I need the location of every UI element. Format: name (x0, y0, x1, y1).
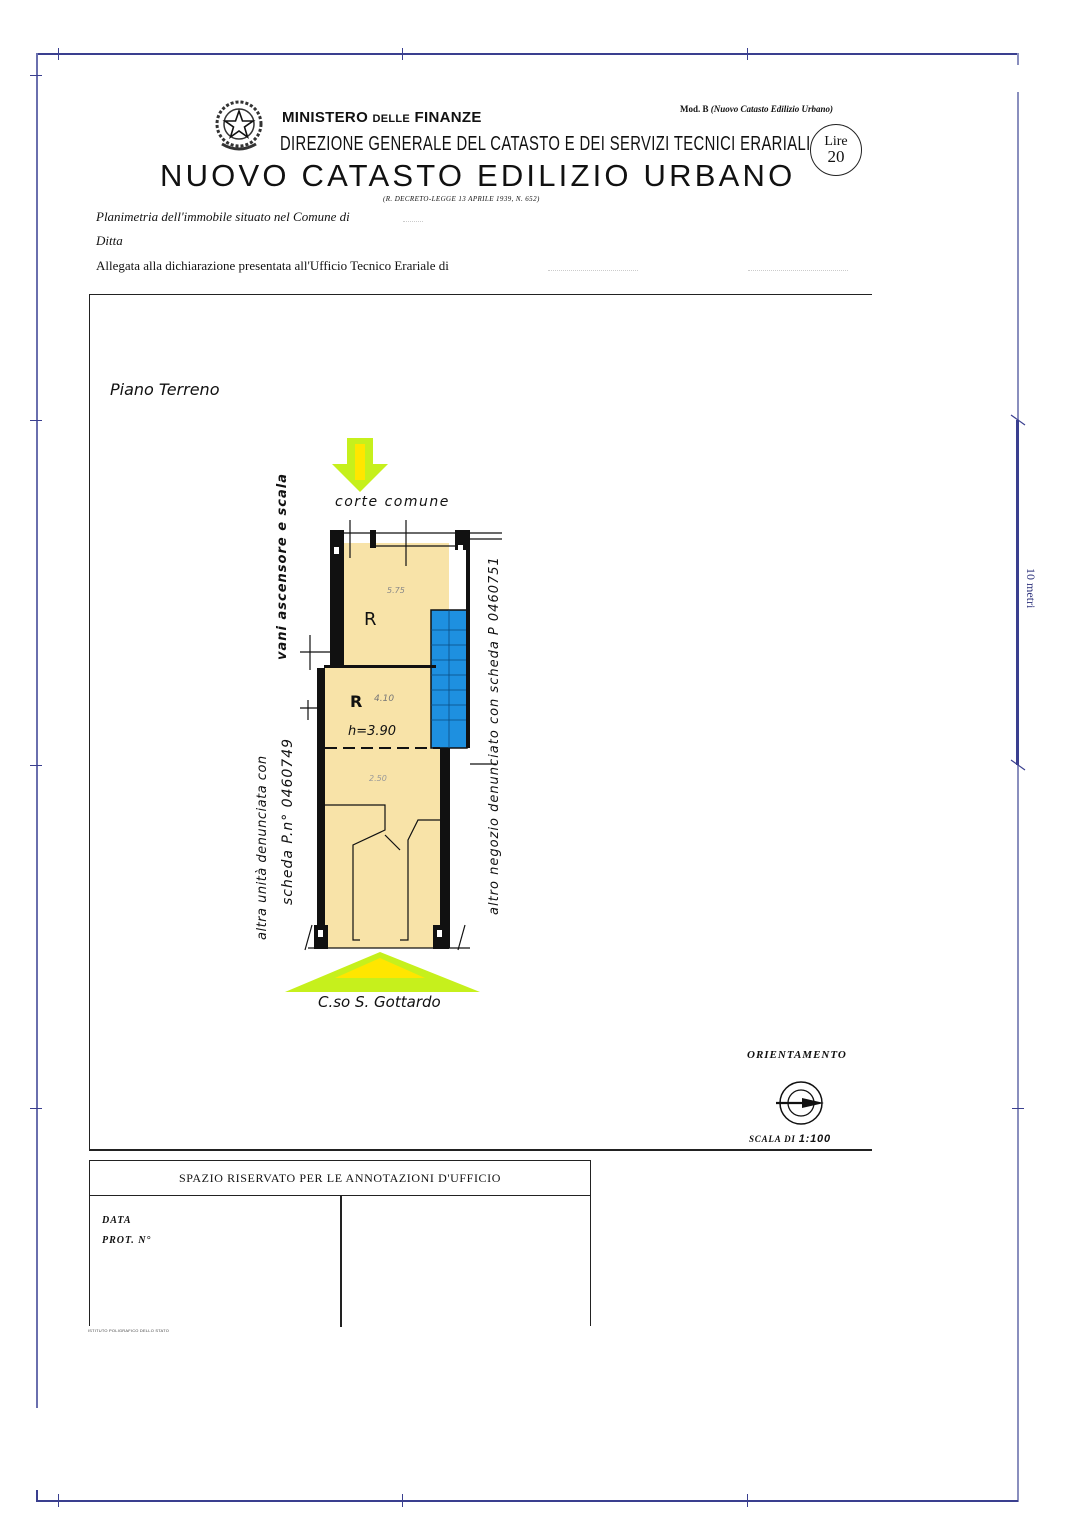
left-lower-note-1: altra unità denunciata con (255, 755, 270, 940)
tick-bottom-2 (402, 1494, 403, 1507)
tick-left-3 (30, 765, 42, 766)
model-label (680, 104, 833, 114)
ministry-prefix: MINISTERO (282, 109, 369, 126)
annotations-divider (340, 1196, 342, 1327)
room-2-height: h=3.90 (348, 724, 397, 739)
model-code: Mod. B (680, 104, 709, 114)
tick-left-1 (30, 75, 42, 76)
scale-value: 1:100 (798, 1133, 831, 1145)
allegata-field-1[interactable] (548, 270, 638, 271)
date-label: DATA (102, 1215, 132, 1226)
tick-top-2 (402, 48, 403, 60)
planimetry-label: Planimetria dell'immobile situato nel Comune di (96, 209, 350, 224)
frame-bottom (36, 1500, 1018, 1502)
left-upper-note: vani ascensore e scala (275, 473, 290, 660)
entrance-arrow-bottom-icon (285, 952, 480, 992)
ministry-title (282, 109, 482, 126)
annotations-header: SPAZIO RISERVATO PER LE ANNOTAZIONI D'UFFICIO (90, 1161, 590, 1196)
scale-bar-line (1016, 420, 1019, 765)
room-2-dimension: 4.10 (374, 694, 395, 704)
stamp-currency: Lire (824, 134, 848, 149)
right-note: altro negozio denunciato con scheda P 0460751 (487, 556, 502, 915)
office-annotations-box (89, 1160, 591, 1326)
room-3-dimension: 2.50 (369, 774, 387, 783)
room-2-label: R (350, 692, 363, 711)
frame-right-top-stub (1017, 53, 1019, 65)
tick-right-1 (1012, 1108, 1024, 1109)
tick-top-1 (58, 48, 59, 60)
decree-reference: (R. DECRETO-LEGGE 13 APRILE 1939, N. 652) (383, 195, 540, 203)
ministry-suffix: FINANZE (414, 109, 482, 126)
scale-prefix: SCALA DI (749, 1134, 796, 1144)
allegata-label: Allegata alla dichiarazione presentata all'Ufficio Tecnico Erariale di (96, 258, 449, 273)
scale-text (749, 1133, 831, 1145)
entrance-arrow-top-icon (332, 438, 388, 492)
scale-bar-end-top-icon (1008, 412, 1028, 428)
model-note: (Nuovo Catasto Edilizio Urbano) (710, 104, 834, 114)
left-lower-note-2: scheda P.n° 0460749 (280, 737, 296, 905)
directorate-title: DIREZIONE GENERALE DEL CATASTO E DEI SERVIZI TECNICI ERARIALI (280, 133, 811, 155)
frame-left (36, 53, 38, 1408)
room-1-label: R (364, 609, 377, 630)
scale-bar-end-bottom-icon (1008, 757, 1028, 773)
ditta-label: Ditta (96, 233, 123, 248)
tick-left-2 (30, 420, 42, 421)
bottom-access-label: C.so S. Gottardo (318, 993, 441, 1011)
ministry-small: DELLE (372, 113, 411, 125)
tick-left-4 (30, 1108, 42, 1109)
floor-label: Piano Terreno (110, 380, 220, 399)
tick-bottom-3 (747, 1494, 748, 1507)
stamp-value: 20 (827, 147, 845, 166)
allegata-field-2[interactable] (748, 270, 848, 271)
compass-icon (772, 1080, 832, 1126)
printer-credit: ISTITUTO POLIGRAFICO DELLO STATO (88, 1328, 170, 1333)
planimetry-field[interactable] (403, 221, 423, 222)
prot-label: PROT. N° (102, 1235, 152, 1246)
frame-top (36, 53, 1018, 55)
main-title: NUOVO CATASTO EDILIZIO URBANO (160, 158, 796, 193)
top-access-label: corte comune (335, 494, 450, 510)
orientation-label: ORIENTAMENTO (747, 1049, 847, 1061)
frame-left-bottom-stub (36, 1490, 38, 1501)
room-1-dimension: 5.75 (387, 586, 405, 595)
republic-emblem-icon (212, 98, 266, 156)
scale-bar-label: 10 metri (1024, 568, 1038, 609)
frame-right (1017, 92, 1019, 1502)
tick-bottom-1 (58, 1494, 59, 1507)
tick-top-3 (747, 48, 748, 60)
revenue-stamp (810, 124, 862, 176)
